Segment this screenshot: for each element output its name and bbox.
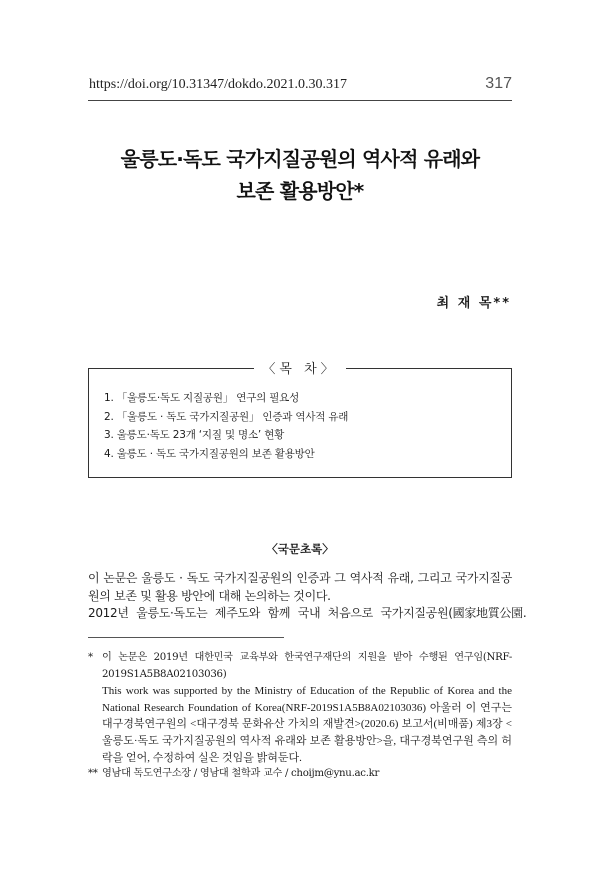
doi-link[interactable]: https://doi.org/10.31347/dokdo.2021.0.30.317 [89, 77, 347, 92]
footnote-1 [88, 650, 512, 766]
author-name: 최 재 목** [436, 296, 511, 311]
toc-heading [0, 358, 600, 377]
abstract-paragraph: 2012년 울릉도·독도는 제주도와 함께 국내 처음으로 국가지질공원(國家地質公園. [88, 606, 527, 620]
footnote-text [102, 650, 512, 766]
footnote-marker: ** [88, 768, 98, 780]
footnotes [88, 650, 512, 783]
abstract-paragraph: 이 논문은 울릉도 · 독도 국가지질공원의 인증과 그 역사적 유래, 그리고 국가지질공원의 보존 및 활용 방안에 대해 논의하는 것이다. [88, 571, 512, 603]
footnote-affiliation: 영남대 독도연구소장 / 영남대 철학과 교수 / choijm@ynu.ac.kr [102, 768, 380, 780]
abstract-heading: 〈국문초록〉 [266, 542, 334, 556]
toc-item: 3. 울릉도·독도 23개 ‘지질 및 명소’ 현황 [104, 429, 285, 441]
paper-title-line2: 보존 활용방안* [236, 179, 364, 203]
footnote-funding-en: This work was supported by the Ministry of Education of the Republic of Korea and the National Research Foundation of Korea(NRF-2019S1A5B8A02103036) 아울러 이 연구는 대구경북연구원의 <대구경북 문화유산 가치의 재발견>(2020.6) 보고서(비매품) 제3장 <울릉도·독도 국가지질공원의 역사적 유래와 보존 활용방안>을, 대구경북연구원 측의 허락을 얻어, 수정하여 실은 것임을 밝혀둔다. [102, 685, 512, 764]
toc-list [104, 389, 348, 463]
header-divider [88, 100, 512, 101]
footnote-funding-ko: 이 논문은 2019년 대한민국 교육부와 한국연구재단의 지원을 받아 수행된 연구임(NRF-2019S1A5B8A02103036) [102, 652, 512, 680]
footnote-2 [88, 766, 512, 783]
footnote-divider [88, 637, 284, 638]
page-number: 317 [485, 75, 512, 92]
toc-item: 1. 「울릉도·독도 지질공원」 연구의 필요성 [104, 392, 300, 404]
toc-item: 4. 울릉도 · 독도 국가지질공원의 보존 활용방안 [104, 447, 315, 460]
footnote-marker: * [88, 652, 93, 663]
toc-item: 2. 「울릉도 · 독도 국가지질공원」 인증과 역사적 유래 [104, 410, 349, 423]
paper-title-line1: 울릉도·독도 국가지질공원의 역사적 유래와 [120, 147, 480, 171]
toc-heading-text: 〈목 차〉 [254, 362, 345, 377]
